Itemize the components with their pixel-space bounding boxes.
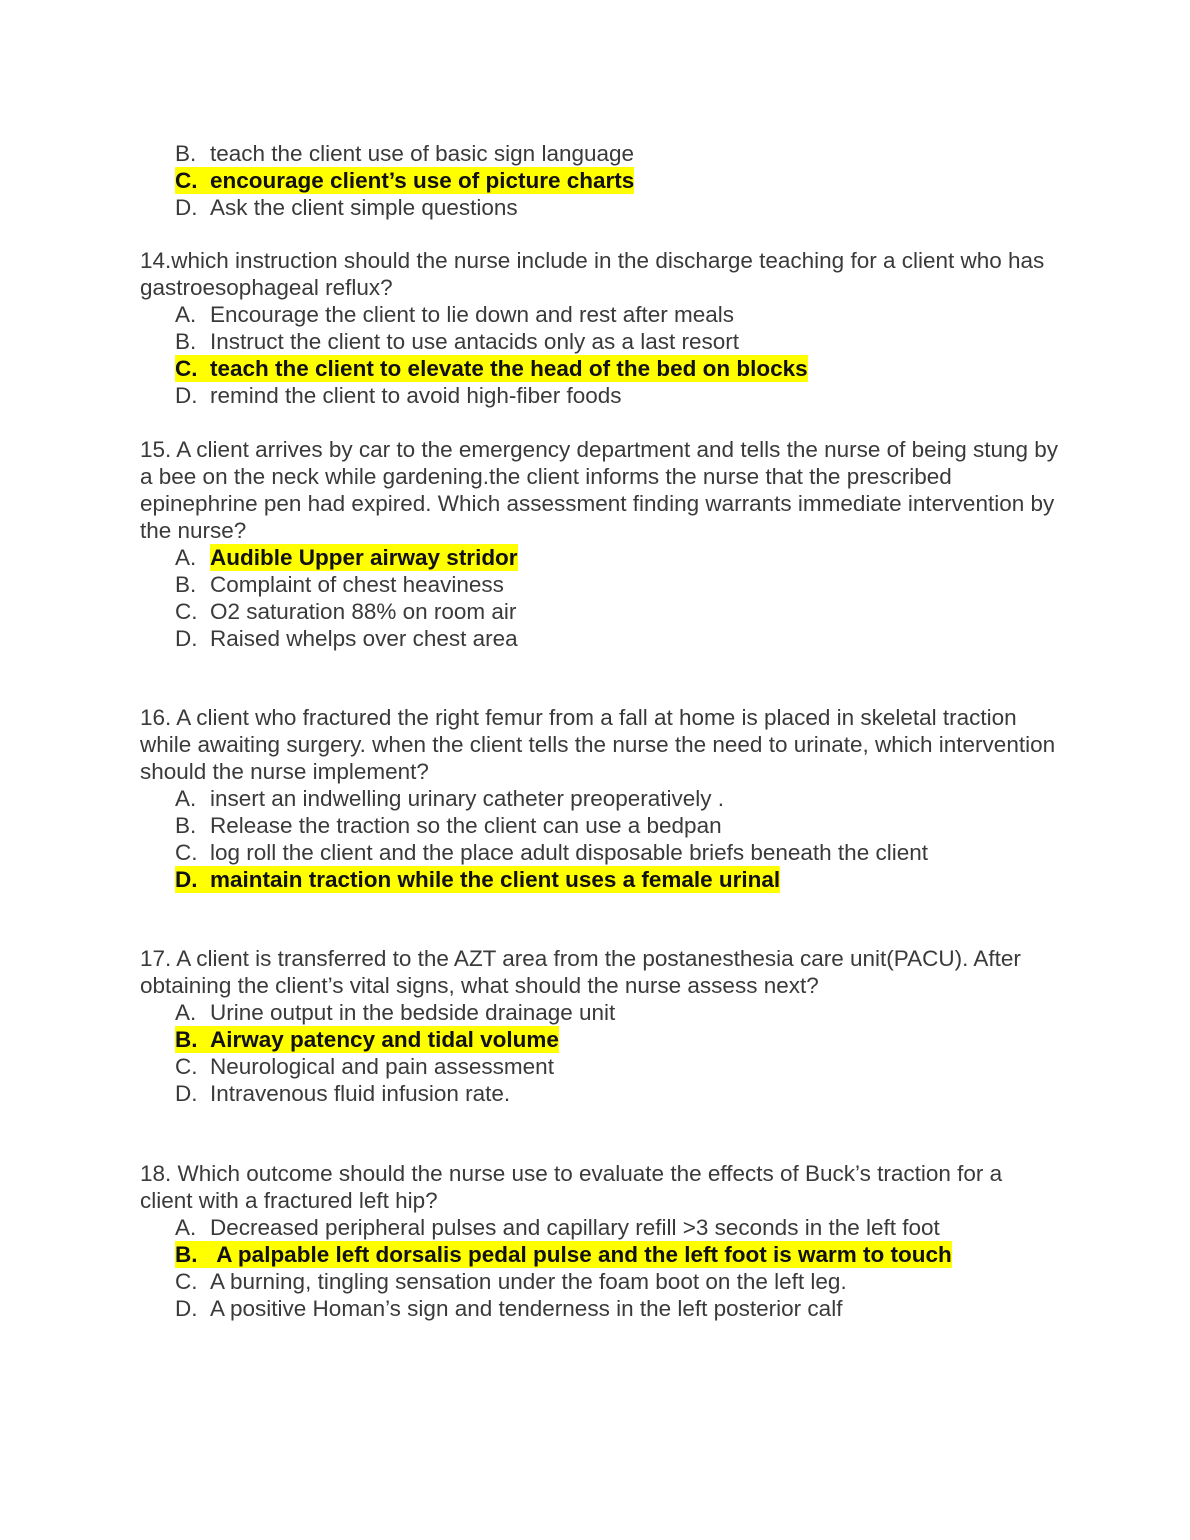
option-text: A burning, tingling sensation under the foam boot on the left leg. <box>210 1269 847 1294</box>
option-text: O2 saturation 88% on room air <box>210 599 517 624</box>
question-stem: 16. A client who fractured the right femur from a fall at home is placed in skeletal traction while awaiting surgery. when the client tells the nurse the need to urinate, which intervention should the nurse implement? <box>140 705 1056 784</box>
option-text: Complaint of chest heaviness <box>210 572 504 597</box>
option-16-c <box>140 839 1060 866</box>
option-letter: B. <box>175 141 197 166</box>
option-text: A positive Homan’s sign and tenderness in the left posterior calf <box>210 1296 843 1321</box>
option-letter: C. <box>175 840 198 865</box>
option-13-b <box>140 140 1060 167</box>
option-text: Ask the client simple questions <box>210 195 518 220</box>
option-15-b <box>140 571 1060 598</box>
option-15-c <box>140 598 1060 625</box>
option-letter: D. <box>175 626 198 651</box>
option-letter: C. <box>175 599 198 624</box>
option-17-c <box>140 1053 1060 1080</box>
option-letter: B. <box>175 572 197 597</box>
option-text: Instruct the client to use antacids only as a last resort <box>210 329 740 354</box>
option-letter: C. <box>175 168 198 193</box>
option-letter: C. <box>175 356 198 381</box>
option-text-highlighted: Audible Upper airway stridor <box>210 545 518 570</box>
question-13-options <box>140 140 1060 221</box>
question-stem: 18. Which outcome should the nurse use to evaluate the effects of Buck’s traction for a client with a fractured left hip? <box>140 1161 1003 1213</box>
option-letter: A. <box>175 545 197 570</box>
question-stem: 15. A client arrives by car to the emergency department and tells the nurse of being stung by a bee on the neck while gardening.the client informs the nurse that the prescribed epinephrine pen had expired. Which assessment finding warrants immediate intervention by the nurse? <box>140 437 1059 543</box>
option-letter: B. <box>175 329 197 354</box>
option-text: Intravenous fluid infusion rate. <box>210 1081 511 1106</box>
question-stem: 17. A client is transferred to the AZT area from the postanesthesia care unit(PACU). After obtaining the client’s vital signs, what should the nurse assess next? <box>140 946 1021 998</box>
option-18-b-correct <box>140 1241 1060 1268</box>
option-letter: D. <box>175 1081 198 1106</box>
option-17-b-correct <box>140 1026 1060 1053</box>
option-letter: D. <box>175 195 198 220</box>
option-15-a-correct <box>140 544 1060 571</box>
option-letter: D. <box>175 867 198 892</box>
highlighted-answer <box>175 1241 952 1268</box>
option-14-a <box>140 301 1060 328</box>
option-text: teach the client use of basic sign language <box>210 141 635 166</box>
option-text: Airway patency and tidal volume <box>210 1027 559 1052</box>
option-text: teach the client to elevate the head of the bed on blocks <box>210 356 808 381</box>
option-letter: B. <box>175 813 197 838</box>
option-14-b <box>140 328 1060 355</box>
option-13-d <box>140 194 1060 221</box>
option-letter: A. <box>175 1000 197 1025</box>
question-14 <box>140 247 1060 409</box>
option-text: Decreased peripheral pulses and capillary refill >3 seconds in the left foot <box>210 1215 940 1240</box>
question-18 <box>140 1160 1060 1322</box>
option-18-c <box>140 1268 1060 1295</box>
highlighted-answer <box>175 167 634 194</box>
option-16-b <box>140 812 1060 839</box>
highlighted-answer <box>175 355 808 382</box>
option-text: maintain traction while the client uses a female urinal <box>210 867 781 892</box>
option-17-a <box>140 999 1060 1026</box>
option-text: A palpable left dorsalis pedal pulse and the left foot is warm to touch <box>216 1242 952 1267</box>
question-stem: 14.which instruction should the nurse include in the discharge teaching for a client who has gastroesophageal reflux? <box>140 248 1045 300</box>
option-18-a <box>140 1214 1060 1241</box>
option-letter: D. <box>175 1296 198 1321</box>
highlighted-answer <box>175 1026 559 1053</box>
option-text: insert an indwelling urinary catheter preoperatively . <box>210 786 725 811</box>
option-letter: B. <box>175 1242 198 1267</box>
option-17-d <box>140 1080 1060 1107</box>
option-text: log roll the client and the place adult disposable briefs beneath the client <box>210 840 928 865</box>
option-14-c-correct <box>140 355 1060 382</box>
option-text: Urine output in the bedside drainage unit <box>210 1000 616 1025</box>
highlighted-answer <box>175 866 780 893</box>
question-16 <box>140 704 1060 893</box>
option-16-d-correct <box>140 866 1060 893</box>
option-text: Encourage the client to lie down and rest after meals <box>210 302 735 327</box>
option-letter: A. <box>175 1215 197 1240</box>
option-letter: B. <box>175 1027 198 1052</box>
question-17 <box>140 945 1060 1107</box>
option-16-a <box>140 785 1060 812</box>
question-15 <box>140 436 1060 652</box>
option-letter: A. <box>175 786 197 811</box>
option-text: Neurological and pain assessment <box>210 1054 554 1079</box>
option-18-d <box>140 1295 1060 1322</box>
option-text: encourage client’s use of picture charts <box>210 168 635 193</box>
option-text: Raised whelps over chest area <box>210 626 518 651</box>
option-letter: C. <box>175 1054 198 1079</box>
option-letter: A. <box>175 302 197 327</box>
option-letter: D. <box>175 383 198 408</box>
option-text: Release the traction so the client can use a bedpan <box>210 813 722 838</box>
option-letter: C. <box>175 1269 198 1294</box>
option-14-d <box>140 382 1060 409</box>
option-15-d <box>140 625 1060 652</box>
option-13-c-correct <box>140 167 1060 194</box>
option-text: remind the client to avoid high-fiber foods <box>210 383 622 408</box>
